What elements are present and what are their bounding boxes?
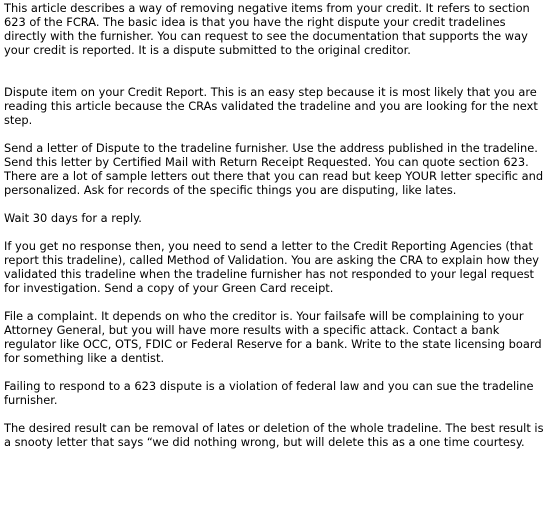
desired-result-paragraph: The desired result can be removal of lates or deletion of the whole tradeline. The best result is a snooty letter that says “we did nothing wrong, but will delete this as a one time courtesy. <box>4 421 544 449</box>
legal-note-paragraph: Failing to respond to a 623 dispute is a violation of federal law and you can sue the tradeline furnisher. <box>4 379 534 407</box>
intro-paragraph: This article describes a way of removing negative items from your credit. It refers to section 623 of the FCRA. The basic idea is that you have the right dispute your credit tradelines directly with the furnisher. You can request to see the documentation that supports the way your credit is reported. It is a dispute submitted to the original creditor. <box>4 1 530 57</box>
step-method-of-validation: If you get no response then, you need to send a letter to the Credit Reporting Agencies (that report this tradeline), called Method of Validation. You are asking the CRA to explain how they validated this tradeline when the tradeline furnisher has not responded to your legal request for investigation. Send a copy of your Green Card receipt. <box>4 239 540 295</box>
step-send-dispute-letter: Send a letter of Dispute to the tradeline furnisher. Use the address published in the tradeline. Send this letter by Certified Mail with Return Receipt Requested. You can quote section 623. There are a lot of sample letters out there that you can read but keep YOUR letter specific and personalized. Ask for records of the specific things you are disputing, like lates. <box>4 141 544 197</box>
step-wait-for-reply: Wait 30 days for a reply. <box>4 211 142 225</box>
step-file-complaint: File a complaint. It depends on who the creditor is. Your failsafe will be complaining to your Attorney General, but you will have more results with a specific attack. Contact a bank regulator like OCC, OTS, FDIC or Federal Reserve for a bank. Write to the state licensing board for something like a dentist. <box>4 309 542 365</box>
step-dispute-credit-report: Dispute item on your Credit Report. This is an easy step because it is most likely that you are reading this article because the CRAs validated the tradeline and you are looking for the next step. <box>4 85 538 127</box>
